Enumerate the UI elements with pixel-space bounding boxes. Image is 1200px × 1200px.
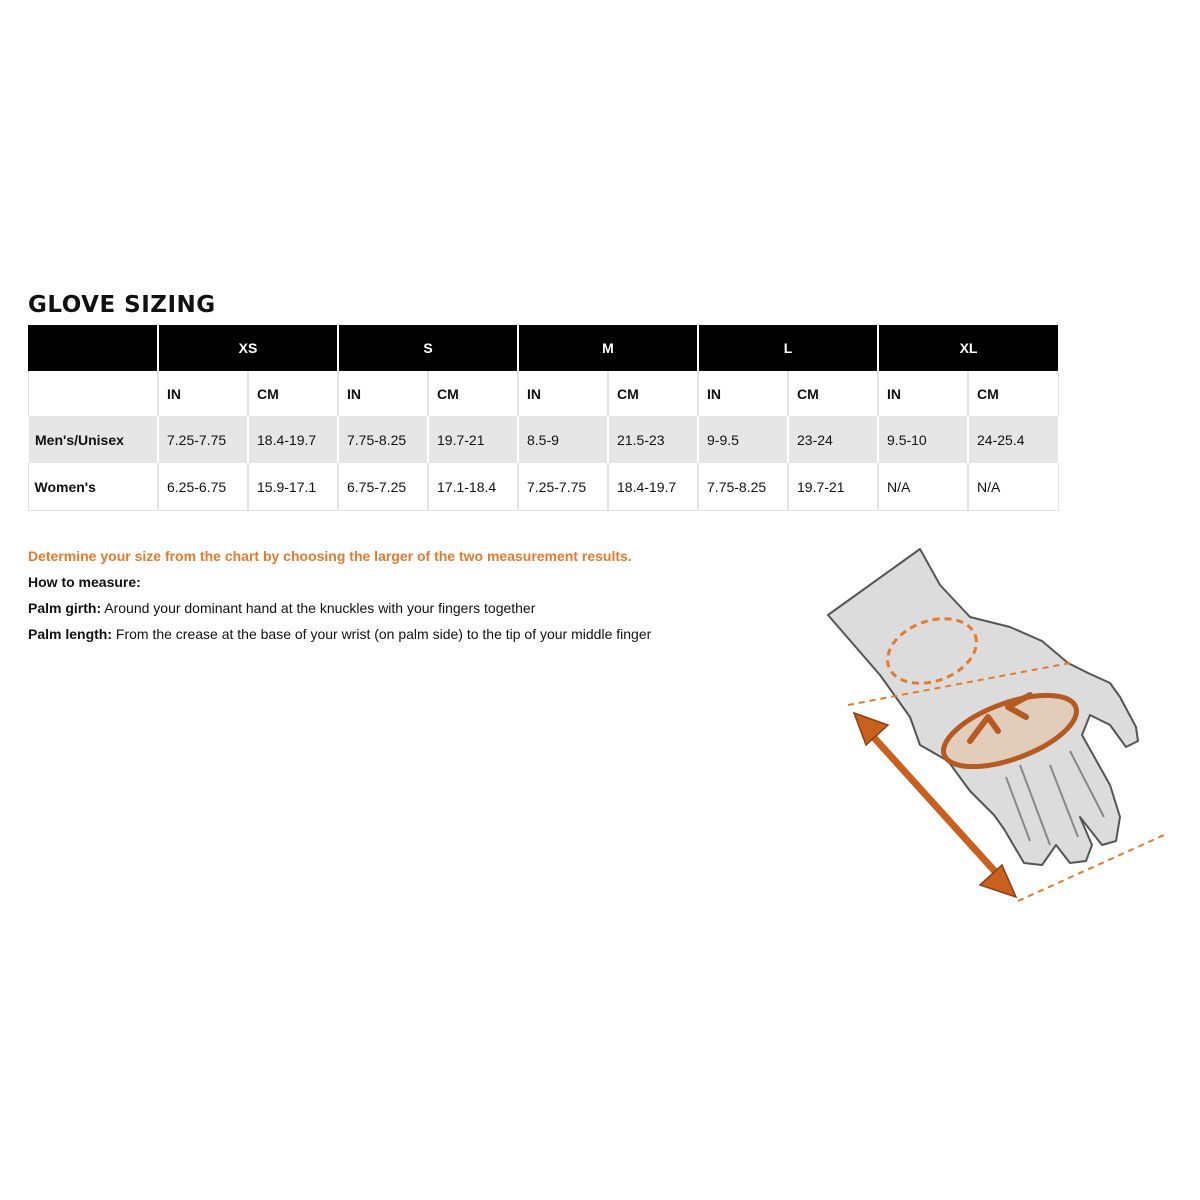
- palm-length-label: Palm length:: [28, 626, 113, 642]
- palm-length-text: From the crease at the base of your wrist (on palm side) to the tip of your middle finger: [112, 626, 652, 642]
- unit-cell: CM: [428, 371, 518, 416]
- table-cell: 18.4-19.7: [608, 463, 698, 511]
- table-cell: 6.25-6.75: [158, 463, 248, 511]
- table-cell: 19.7-21: [788, 463, 878, 511]
- table-cell: 19.7-21: [428, 416, 518, 463]
- unit-cell: IN: [698, 371, 788, 416]
- palm-girth-label: Palm girth:: [28, 600, 102, 616]
- size-header-m: M: [518, 325, 698, 371]
- table-cell: 7.25-7.75: [518, 463, 608, 511]
- table-cell: 8.5-9: [518, 416, 608, 463]
- size-header-row: [28, 325, 1058, 371]
- unit-cell: CM: [788, 371, 878, 416]
- size-header-xl: XL: [878, 325, 1058, 371]
- row-label: Women's: [28, 463, 158, 511]
- table-cell: 24-25.4: [968, 416, 1058, 463]
- table-cell: 7.75-8.25: [698, 463, 788, 511]
- unit-cell: CM: [968, 371, 1058, 416]
- table-cell: 7.75-8.25: [338, 416, 428, 463]
- table-cell: 9-9.5: [698, 416, 788, 463]
- size-header-xs: XS: [158, 325, 338, 371]
- glove-size-table: [27, 325, 1059, 511]
- palm-girth-text: Around your dominant hand at the knuckles with your fingers together: [101, 600, 536, 616]
- table-row-mens-unisex: [28, 416, 1058, 463]
- header-corner-cell: [28, 325, 158, 371]
- unit-cell: CM: [608, 371, 698, 416]
- table-cell: 9.5-10: [878, 416, 968, 463]
- table-cell: 23-24: [788, 416, 878, 463]
- table-cell: 6.75-7.25: [338, 463, 428, 511]
- unit-header-row: [28, 371, 1058, 416]
- table-cell: 15.9-17.1: [248, 463, 338, 511]
- table-cell: N/A: [968, 463, 1058, 511]
- unit-corner-cell: [28, 371, 158, 416]
- size-header-l: L: [698, 325, 878, 371]
- table-row-womens: [28, 463, 1058, 511]
- sizing-note: Determine your size from the chart by choosing the larger of the two measurement results.: [28, 548, 632, 564]
- how-to-measure-heading: How to measure:: [28, 574, 141, 590]
- measurement-instructions: [28, 543, 651, 647]
- unit-cell: IN: [158, 371, 248, 416]
- size-header-s: S: [338, 325, 518, 371]
- row-label: Men's/Unisex: [28, 416, 158, 463]
- unit-cell: IN: [518, 371, 608, 416]
- table-cell: 21.5-23: [608, 416, 698, 463]
- unit-cell: CM: [248, 371, 338, 416]
- page-title: GLOVE SIZING: [28, 292, 216, 318]
- palm-girth-line: [28, 595, 651, 621]
- hand-measurement-icon: [820, 545, 1190, 915]
- palm-length-line: [28, 621, 651, 647]
- unit-cell: IN: [878, 371, 968, 416]
- table-cell: N/A: [878, 463, 968, 511]
- table-cell: 7.25-7.75: [158, 416, 248, 463]
- unit-cell: IN: [338, 371, 428, 416]
- table-cell: 18.4-19.7: [248, 416, 338, 463]
- table-cell: 17.1-18.4: [428, 463, 518, 511]
